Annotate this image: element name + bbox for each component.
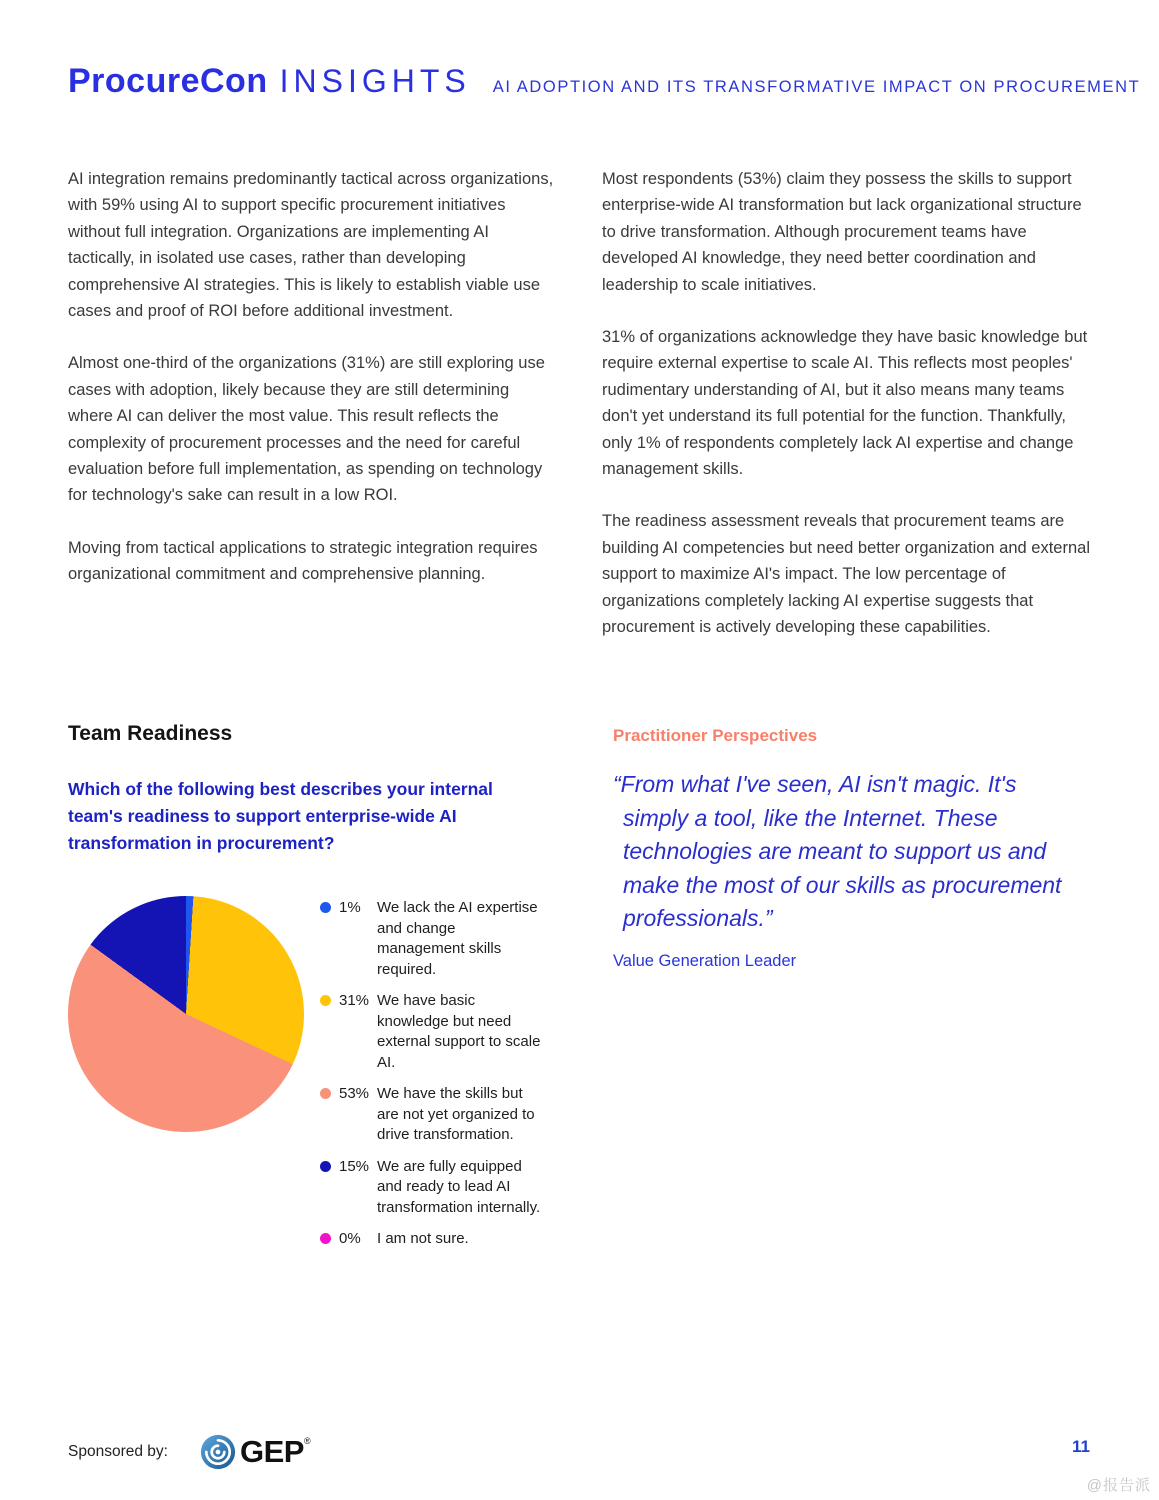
team-readiness-section [68,722,573,1261]
legend-label: We have the skills but are not yet organized to drive transformation. [377,1085,535,1144]
legend-label: I am not sure. [377,1230,469,1248]
legend-dot-icon [320,1088,331,1099]
practitioner-perspectives-section [613,726,1093,971]
pie-legend [320,896,545,1261]
paragraph: The readiness assessment reveals that procurement teams are building AI competencies but need better organization and external support to maximize AI's impact. The low percentage of organizations completely lacking AI expertise suggests that procurement is actively developing these capabilities. [602,512,1090,637]
legend-label: We lack the AI expertise and change management skills required. [377,899,538,978]
legend-item [320,1084,545,1146]
legend-dot-icon [320,1161,331,1172]
legend-percent: 15% [339,1157,370,1175]
right-column [602,166,1092,667]
legend-dot-icon [320,995,331,1006]
watermark: @报告派 [1086,1477,1151,1494]
survey-question: Which of the following best describes your internal team's readiness to support enterprise-wide AI transformation in procurement? [68,779,493,853]
footer [68,1434,311,1470]
gep-swirl-icon [200,1434,236,1470]
paragraph: Almost one-third of the organizations (31%) are still exploring use cases with adoption, likely because they are still determining where AI can deliver the most value. This result reflects the complexity of procurement processes and the need for careful evaluation before full implementation, as spending on technology for technology's sake can result in a low ROI. [68,354,545,505]
legend-item [320,991,545,1073]
page-number: 11 [1072,1437,1090,1456]
legend-percent: 53% [339,1085,370,1103]
legend-item [320,898,545,980]
legend-dot-icon [320,1233,331,1244]
registered-mark: ® [303,1436,311,1446]
legend-item [320,1157,545,1219]
chart-area [68,896,573,1261]
quote-attribution: Value Generation Leader [613,951,797,970]
page-header [68,56,1141,101]
brand-logo-procurecon: ProcureCon [68,62,268,100]
legend-dot-icon [320,902,331,913]
legend-percent: 0% [339,1230,361,1248]
body-columns [68,166,1092,667]
readiness-pie-chart [68,896,304,1132]
legend-percent: 31% [339,992,370,1010]
paragraph: Moving from tactical applications to strategic integration requires organizational commitment and comprehensive planning. [68,538,538,584]
legend-percent: 1% [339,899,361,917]
gep-wordmark: GEP [239,1434,304,1469]
brand-logo-insights: INSIGHTS [279,63,471,99]
paragraph: AI integration remains predominantly tactical across organizations, with 59% using AI to support specific procurement initiatives without full integration. Organizations are implementing AI tactically, in isolated use cases, rather than developing comprehensive AI strategies. This is likely to establish viable use cases and proof of ROI before additional investment. [68,170,554,321]
left-column [68,166,558,667]
paragraph: 31% of organizations acknowledge they have basic knowledge but require external expertise to scale AI. This reflects most peoples' rudimentary understanding of AI, but it also means many teams don't yet understand its full potential for the function. Thankfully, only 1% of respondents completely lack AI expertise and change management skills. [602,328,1088,479]
sponsored-by-label: Sponsored by: [68,1443,168,1460]
paragraph: Most respondents (53%) claim they possess the skills to support enterprise-wide AI transformation but lack organizational structure to drive transformation. Although procurement teams have developed AI knowledge, they need better coordination and leadership to scale initiatives. [602,170,1082,294]
section-heading: Team Readiness [68,722,233,745]
legend-label: We have basic knowledge but need external support to scale AI. [377,992,541,1071]
report-subtitle: AI ADOPTION AND ITS TRANSFORMATIVE IMPACT ON PROCUREMENT [492,78,1141,96]
perspectives-heading: Practitioner Perspectives [613,726,818,745]
legend-item [320,1229,545,1250]
practitioner-quote: “From what I've seen, AI isn't magic. It's simply a tool, like the Internet. These technologies are meant to support us and make the most of our skills as procurement professionals.” [613,771,1062,931]
legend-label: We are fully equipped and ready to lead AI transformation internally. [377,1157,541,1216]
gep-logo [200,1434,311,1470]
